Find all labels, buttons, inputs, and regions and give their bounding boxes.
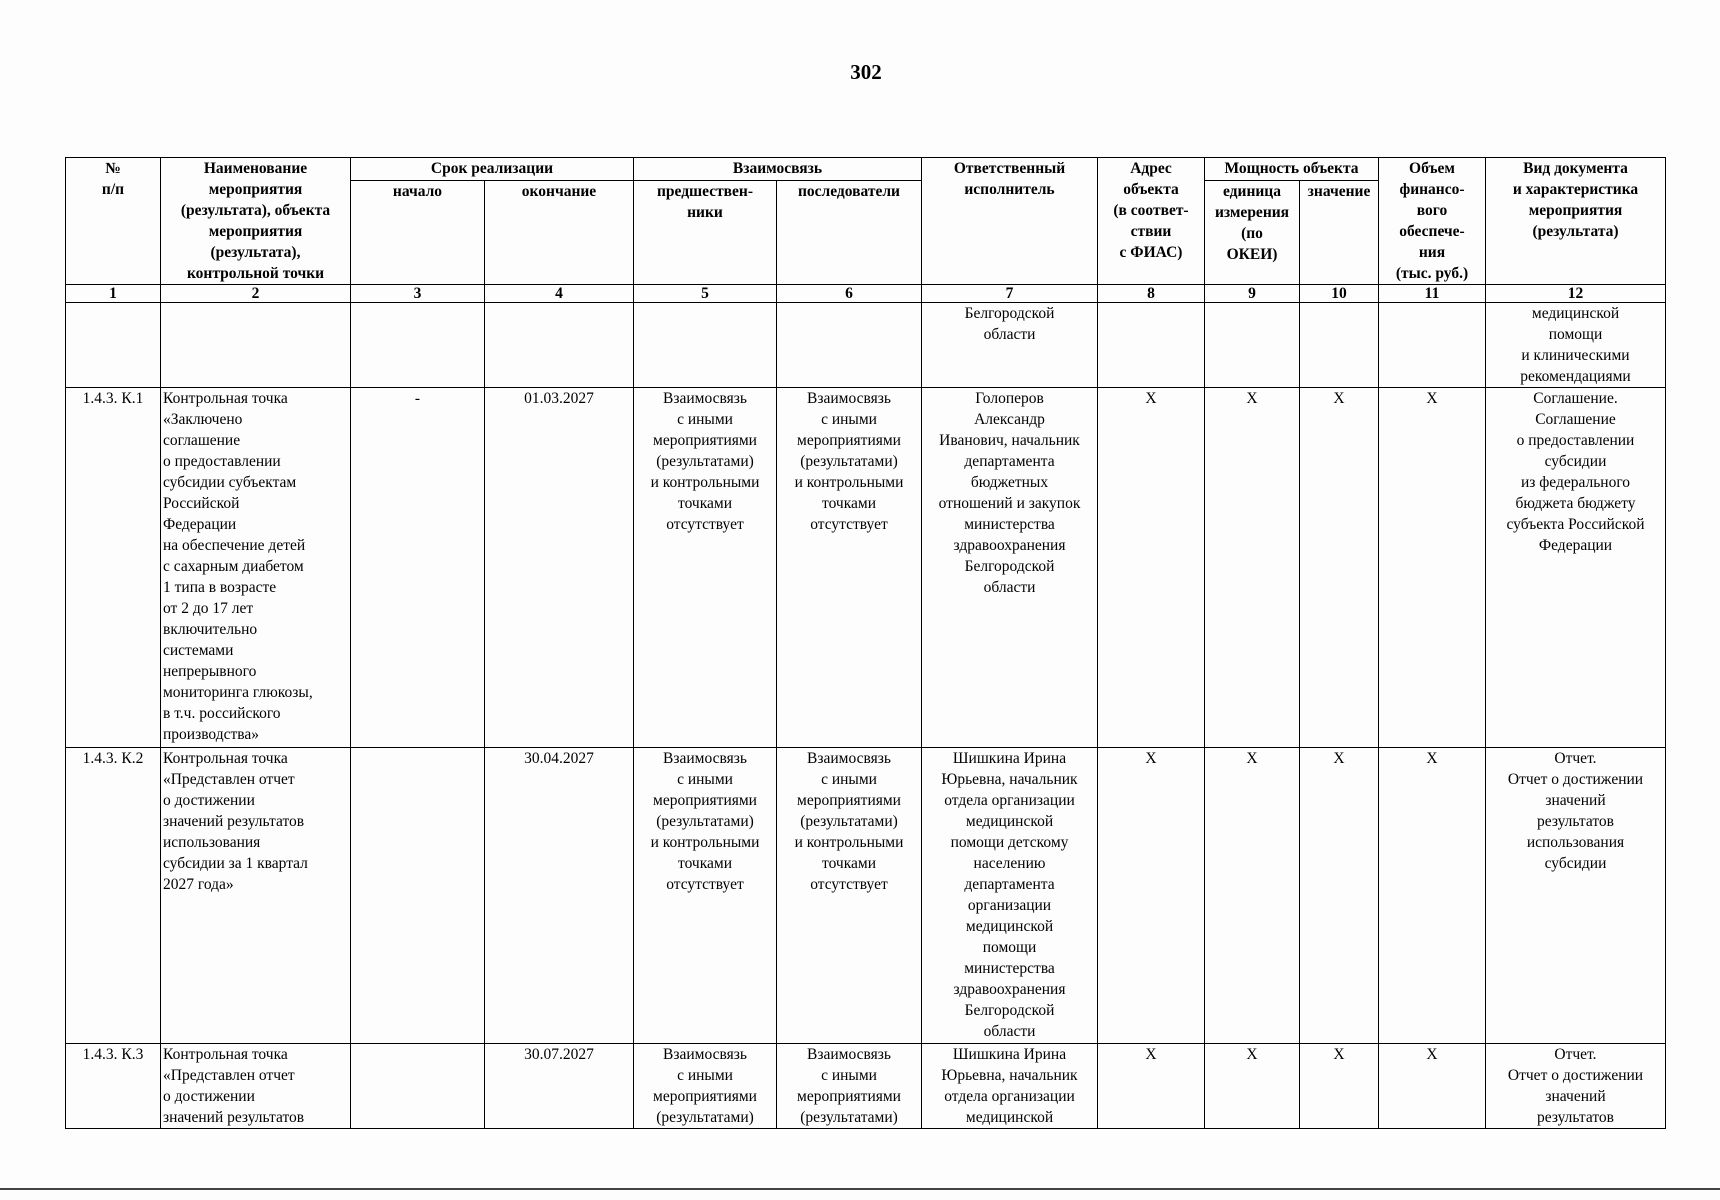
cell-responsible: Голоперов Александр Иванович, начальник департамента бюджетных отношений и закупок министерства здравоохранения Белгородской области <box>922 388 1098 748</box>
header-responsible: Ответственный исполнитель <box>922 158 1098 285</box>
cell-name: Контрольная точка «Представлен отчет о достижении значений результатов <box>161 1044 351 1129</box>
cell-volume: X <box>1379 748 1486 1044</box>
table-row <box>66 748 1666 1044</box>
column-number: 4 <box>485 285 634 303</box>
cell-end: 30.07.2027 <box>485 1044 634 1129</box>
column-number: 8 <box>1098 285 1205 303</box>
cell-start <box>351 748 485 1044</box>
header-term-end: окончание <box>485 181 634 285</box>
header-volume: Объем финансо- вого обеспече- ния (тыс. руб.) <box>1379 158 1486 285</box>
cell-value: X <box>1300 388 1379 748</box>
header-link-succ: последователи <box>777 181 922 285</box>
cell-value <box>1300 303 1379 388</box>
header-num: № п/п <box>66 158 161 285</box>
cell-name: Контрольная точка «Представлен отчет о достижении значений результатов использования субсидии за 1 квартал 2027 года» <box>161 748 351 1044</box>
cell-value: X <box>1300 748 1379 1044</box>
column-number: 7 <box>922 285 1098 303</box>
cell-id: 1.4.3. К.2 <box>66 748 161 1044</box>
column-number: 11 <box>1379 285 1486 303</box>
cell-succ <box>777 303 922 388</box>
cell-volume <box>1379 303 1486 388</box>
cell-pred: Взаимосвязь с иными мероприятиями (результатами) и контрольными точками отсутствует <box>634 748 777 1044</box>
cell-name: Контрольная точка «Заключено соглашение о предоставлении субсидии субъектам Российской Федерации на обеспечение детей с сахарным диабетом 1 типа в возрасте от 2 до 17 лет включительно системами непрерывного мониторинга глюкозы, в т.ч. российского производства» <box>161 388 351 748</box>
cell-start: - <box>351 388 485 748</box>
cell-address: X <box>1098 388 1205 748</box>
column-number: 2 <box>161 285 351 303</box>
header-link: Взаимосвязь <box>634 158 922 181</box>
measures-table <box>65 157 1666 1129</box>
cell-id: 1.4.3. К.3 <box>66 1044 161 1129</box>
cell-start <box>351 1044 485 1129</box>
cell-address <box>1098 303 1205 388</box>
column-number: 12 <box>1486 285 1666 303</box>
header-name: Наименование мероприятия (результата), объекта мероприятия (результата), контрольной точки <box>161 158 351 285</box>
page-number: 302 <box>850 60 882 84</box>
cell-start <box>351 303 485 388</box>
cell-doc: Соглашение. Соглашение о предоставлении субсидии из федерального бюджета бюджету субъекта Российской Федерации <box>1486 388 1666 748</box>
cell-unit: X <box>1205 748 1300 1044</box>
cell-succ: Взаимосвязь с иными мероприятиями (результатами) и контрольными точками отсутствует <box>777 748 922 1044</box>
cell-end <box>485 303 634 388</box>
table-header <box>66 158 1666 285</box>
cell-pred: Взаимосвязь с иными мероприятиями (результатами) <box>634 1044 777 1129</box>
cell-end: 30.04.2027 <box>485 748 634 1044</box>
cell-responsible: Шишкина Ирина Юрьевна, начальник отдела организации медицинской помощи детскому населению департамента организации медицинской помощи министерства здравоохранения Белгородской области <box>922 748 1098 1044</box>
cell-id: 1.4.3. К.1 <box>66 388 161 748</box>
cell-responsible: Белгородской области <box>922 303 1098 388</box>
header-term: Срок реализации <box>351 158 634 181</box>
page-edge-line <box>0 1188 1720 1190</box>
cell-unit <box>1205 303 1300 388</box>
header-capacity: Мощность объекта <box>1205 158 1379 181</box>
column-number: 9 <box>1205 285 1300 303</box>
column-number: 6 <box>777 285 922 303</box>
cell-unit: X <box>1205 1044 1300 1129</box>
cell-doc: медицинской помощи и клиническими рекомендациями <box>1486 303 1666 388</box>
column-number: 1 <box>66 285 161 303</box>
header-address: Адрес объекта (в соответ- ствии с ФИАС) <box>1098 158 1205 285</box>
cell-pred: Взаимосвязь с иными мероприятиями (результатами) и контрольными точками отсутствует <box>634 388 777 748</box>
cell-responsible: Шишкина Ирина Юрьевна, начальник отдела организации медицинской <box>922 1044 1098 1129</box>
cell-end: 01.03.2027 <box>485 388 634 748</box>
cell-value: X <box>1300 1044 1379 1129</box>
cell-volume: X <box>1379 388 1486 748</box>
header-unit: единица измерения (по ОКЕИ) <box>1205 181 1300 285</box>
header-doc-type: Вид документа и характеристика мероприятия (результата) <box>1486 158 1666 285</box>
cell-volume: X <box>1379 1044 1486 1129</box>
header-value: значение <box>1300 181 1379 285</box>
cell-pred <box>634 303 777 388</box>
cell-address: X <box>1098 1044 1205 1129</box>
cell-succ: Взаимосвязь с иными мероприятиями (результатами) <box>777 1044 922 1129</box>
cell-name <box>161 303 351 388</box>
column-number: 10 <box>1300 285 1379 303</box>
column-numbers-row <box>66 285 1666 303</box>
header-link-pred: предшествен- ники <box>634 181 777 285</box>
cell-doc: Отчет. Отчет о достижении значений результатов <box>1486 1044 1666 1129</box>
table-row <box>66 388 1666 748</box>
cell-address: X <box>1098 748 1205 1044</box>
table-row <box>66 1044 1666 1129</box>
header-term-start: начало <box>351 181 485 285</box>
cell-doc: Отчет. Отчет о достижении значений результатов использования субсидии <box>1486 748 1666 1044</box>
cell-unit: X <box>1205 388 1300 748</box>
column-number: 3 <box>351 285 485 303</box>
cell-id <box>66 303 161 388</box>
cell-succ: Взаимосвязь с иными мероприятиями (результатами) и контрольными точками отсутствует <box>777 388 922 748</box>
table-row <box>66 303 1666 388</box>
column-number: 5 <box>634 285 777 303</box>
